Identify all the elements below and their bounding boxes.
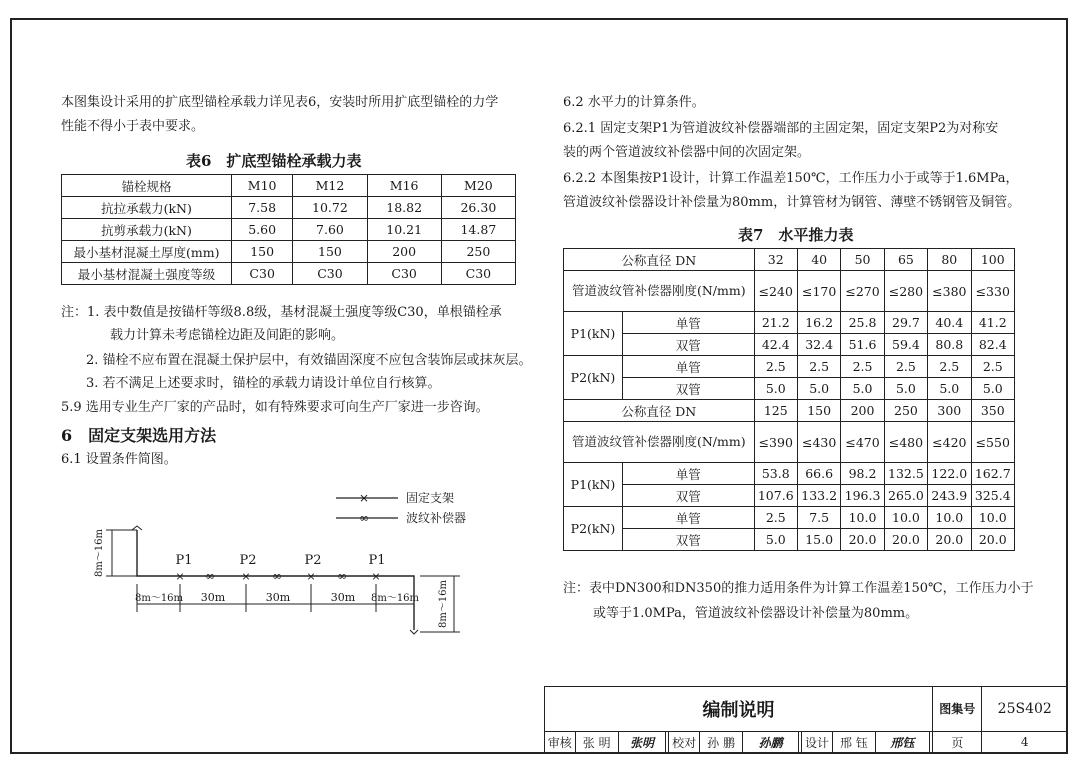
table-cell: 200	[841, 400, 884, 422]
note-1b: 载力计算未考虑锚栓边距及间距的影响。	[110, 328, 345, 343]
table-row	[62, 263, 516, 285]
table-cell: ≤390	[754, 422, 797, 463]
table-cell: 2.5	[841, 356, 884, 378]
table-row	[545, 731, 1068, 753]
vertical-dimension-left	[106, 530, 137, 576]
table7	[563, 248, 1015, 551]
table-cell: 2.5	[971, 356, 1014, 378]
table-cell: 150	[293, 241, 367, 263]
checker-name: 孙 鹏	[699, 731, 742, 753]
svg-text:∞: ∞	[272, 569, 282, 583]
legend-bellows	[336, 511, 398, 525]
table-cell: 单管	[623, 463, 755, 485]
section-5-9: 5.9 选用专业生产厂家的产品时，如有特殊要求可向生产厂家进一步咨询。	[61, 400, 489, 415]
table-cell: 29.7	[884, 312, 927, 334]
table-cell: ≤420	[928, 422, 971, 463]
table-cell: 66.6	[797, 463, 840, 485]
table-cell: 双管	[623, 334, 755, 356]
table-cell: ≤380	[928, 271, 971, 312]
check-label: 校对	[669, 731, 700, 753]
table-row	[62, 197, 516, 219]
dim-label: 30m	[265, 591, 291, 604]
table-cell: 2.5	[797, 356, 840, 378]
table-row	[564, 312, 1015, 334]
table-cell: 50	[841, 249, 884, 271]
note-1a: 注：1. 表中数值是按锚杆等级8.8级，基材混凝土强度等级C30，单根锚栓承	[61, 305, 502, 320]
legend-fixed-label: 固定支架	[406, 491, 455, 505]
table-row	[564, 271, 1015, 312]
table-cell: ≤240	[754, 271, 797, 312]
table-cell: 抗拉承载力(kN)	[62, 197, 232, 219]
table-cell: 10.21	[367, 219, 441, 241]
setup-diagram	[80, 480, 500, 650]
vdim-left-label: 8m～16m	[94, 528, 105, 578]
note-7a: 注：表中DN300和DN350的推力适用条件为计算工作温差150℃，工作压力小于	[563, 581, 1034, 596]
table-cell: C30	[367, 263, 441, 285]
table-cell: 7.58	[232, 197, 293, 219]
table-cell: 59.4	[884, 334, 927, 356]
table-cell: 132.5	[884, 463, 927, 485]
svg-text:×: ×	[175, 570, 185, 583]
table-cell: 80	[928, 249, 971, 271]
intro-line-1: 本图集设计采用的扩底型锚栓承载力详见表6，安装时所用扩底型锚栓的力学	[61, 95, 499, 110]
section-6-2-2a: 6.2.2 本图集按P1设计，计算工作温差150℃，工作压力小于或等于1.6MPa，	[563, 171, 1019, 186]
atlas-number: 25S402	[982, 687, 1068, 732]
table-row	[545, 687, 1068, 732]
section-6-2-1a: 6.2.1 固定支架P1为管道波纹补偿器端部的主固定架，固定支架P2为对称安	[563, 121, 999, 136]
table-cell: 107.6	[754, 485, 797, 507]
table-cell: 20.0	[884, 529, 927, 551]
label-p1: P1	[368, 553, 386, 568]
dim-label: 30m	[330, 591, 356, 604]
table-row	[564, 249, 1015, 271]
dim-label: 8m～16m	[370, 593, 420, 604]
table-cell: ≤280	[884, 271, 927, 312]
table-row	[564, 378, 1015, 400]
atlas-label: 图集号	[932, 687, 982, 732]
table-row	[62, 175, 516, 197]
table-cell: 82.4	[971, 334, 1014, 356]
table-cell: 100	[971, 249, 1014, 271]
table-cell: 25.8	[841, 312, 884, 334]
table-cell: 5.0	[884, 378, 927, 400]
svg-text:×: ×	[241, 570, 251, 583]
section-6-1: 6.1 设置条件简图。	[61, 452, 177, 467]
table-cell: P1(kN)	[564, 312, 623, 356]
table-cell: 20.0	[971, 529, 1014, 551]
table-cell: 42.4	[754, 334, 797, 356]
table-cell: 162.7	[971, 463, 1014, 485]
legend-fixed-support	[336, 491, 398, 505]
review-label: 审核	[545, 731, 576, 753]
table6	[61, 174, 516, 285]
table-cell: ≤550	[971, 422, 1014, 463]
table-row	[564, 485, 1015, 507]
table-row	[564, 400, 1015, 422]
table-cell: P2(kN)	[564, 356, 623, 400]
reviewer-signature: 张明	[618, 731, 665, 753]
table-cell: 公称直径 DN	[564, 400, 755, 422]
table-cell: 2.5	[884, 356, 927, 378]
section-6-2-2b: 管道波纹补偿器设计补偿量为80mm，计算管材为钢管、薄壁不锈钢管及铜管。	[563, 195, 1021, 210]
table-cell: 5.0	[928, 378, 971, 400]
table-cell: M16	[367, 175, 441, 197]
table-cell: 10.0	[884, 507, 927, 529]
table-cell: 7.60	[293, 219, 367, 241]
table-row	[564, 507, 1015, 529]
checker-signature: 孙鹏	[743, 731, 799, 753]
note-2: 2. 锚栓不应布置在混凝土保护层中，有效锚固深度不应包含装饰层或抹灰层。	[86, 353, 532, 368]
table-cell: 32	[754, 249, 797, 271]
table-cell: 150	[797, 400, 840, 422]
table-cell: 5.0	[754, 529, 797, 551]
table-cell: 80.8	[928, 334, 971, 356]
label-p1: P1	[175, 553, 193, 568]
table-cell: P2(kN)	[564, 507, 623, 551]
table-cell: 20.0	[841, 529, 884, 551]
table-row	[564, 463, 1015, 485]
table-cell: 65	[884, 249, 927, 271]
legend-bellows-label: 波纹补偿器	[406, 511, 467, 525]
table-cell: 公称直径 DN	[564, 249, 755, 271]
dim-label: 30m	[200, 591, 226, 604]
table-cell: M20	[441, 175, 515, 197]
table-cell: 双管	[623, 485, 755, 507]
table-cell: 265.0	[884, 485, 927, 507]
table-cell: ≤480	[884, 422, 927, 463]
table-cell: 双管	[623, 529, 755, 551]
table-cell: P1(kN)	[564, 463, 623, 507]
svg-text:∞: ∞	[205, 569, 215, 583]
svg-text:×: ×	[358, 491, 370, 505]
page-number: 4	[982, 731, 1068, 753]
table-cell: ≤330	[971, 271, 1014, 312]
table-cell: 最小基材混凝土强度等级	[62, 263, 232, 285]
table-cell: 40.4	[928, 312, 971, 334]
svg-text:×: ×	[306, 570, 316, 583]
table-cell: 16.2	[797, 312, 840, 334]
table-cell: 10.0	[841, 507, 884, 529]
table-cell: 150	[232, 241, 293, 263]
page-label: 页	[932, 731, 982, 753]
label-p2: P2	[304, 553, 322, 568]
design-label: 设计	[802, 731, 833, 753]
table-cell: 196.3	[841, 485, 884, 507]
table-cell: 最小基材混凝土厚度(mm)	[62, 241, 232, 263]
sheet-title: 编制说明	[545, 687, 933, 732]
note-3: 3. 若不满足上述要求时，锚栓的承载力请设计单位自行核算。	[86, 376, 441, 391]
table-cell: 5.60	[232, 219, 293, 241]
heading-6: 6 固定支架选用方法	[61, 426, 217, 445]
table-cell: 250	[884, 400, 927, 422]
table-cell: ≤430	[797, 422, 840, 463]
table-cell: 41.2	[971, 312, 1014, 334]
table-cell: 单管	[623, 356, 755, 378]
table-cell: 98.2	[841, 463, 884, 485]
table-cell: 300	[928, 400, 971, 422]
table-cell: 53.8	[754, 463, 797, 485]
dim-label: 8m～16m	[134, 593, 184, 604]
reviewer-name: 张 明	[575, 731, 618, 753]
table-cell: M10	[232, 175, 293, 197]
vdim-right-label: 8m～16m	[438, 579, 449, 629]
table-cell: 2.5	[754, 507, 797, 529]
svg-text:∞: ∞	[359, 511, 369, 525]
table6-title: 表6 扩底型锚栓承载力表	[186, 152, 362, 170]
table-row	[564, 334, 1015, 356]
table-cell: 10.0	[971, 507, 1014, 529]
table-row	[62, 241, 516, 263]
note-7b: 或等于1.0MPa，管道波纹补偿器设计补偿量为80mm。	[593, 606, 919, 621]
table-cell: 26.30	[441, 197, 515, 219]
designer-name: 邢 钰	[832, 731, 875, 753]
table-cell: 双管	[623, 378, 755, 400]
table-cell: 350	[971, 400, 1014, 422]
table-cell: 15.0	[797, 529, 840, 551]
table-cell: 325.4	[971, 485, 1014, 507]
intro-line-2: 性能不得小于表中要求。	[61, 119, 205, 134]
table-cell: 管道波纹管补偿器刚度(N/mm)	[564, 422, 755, 463]
table-cell: 18.82	[367, 197, 441, 219]
table-row	[62, 219, 516, 241]
table-cell: C30	[293, 263, 367, 285]
table-cell: 32.4	[797, 334, 840, 356]
table-cell: C30	[232, 263, 293, 285]
table-cell: 5.0	[754, 378, 797, 400]
table-row	[564, 422, 1015, 463]
table-cell: 10.72	[293, 197, 367, 219]
table-cell: ≤170	[797, 271, 840, 312]
table-cell: 5.0	[797, 378, 840, 400]
designer-signature: 邢钰	[876, 731, 930, 753]
table-cell: 243.9	[928, 485, 971, 507]
title-block	[544, 686, 1068, 754]
table-cell: 14.87	[441, 219, 515, 241]
table-cell: 5.0	[841, 378, 884, 400]
table-cell: 51.6	[841, 334, 884, 356]
table-cell: 7.5	[797, 507, 840, 529]
table-row	[564, 529, 1015, 551]
table-cell: M12	[293, 175, 367, 197]
table-cell: 5.0	[971, 378, 1014, 400]
table-cell: 20.0	[928, 529, 971, 551]
table-cell: 125	[754, 400, 797, 422]
table-cell: 锚栓规格	[62, 175, 232, 197]
label-p2: P2	[239, 553, 257, 568]
table-cell: C30	[441, 263, 515, 285]
table-cell: 单管	[623, 312, 755, 334]
table-cell: 250	[441, 241, 515, 263]
table-cell: 200	[367, 241, 441, 263]
svg-text:×: ×	[371, 570, 381, 583]
section-6-2-1b: 装的两个管道波纹补偿器中间的次固定架。	[563, 145, 811, 160]
table-cell: 抗剪承载力(kN)	[62, 219, 232, 241]
table-cell: 管道波纹管补偿器刚度(N/mm)	[564, 271, 755, 312]
table-cell: ≤470	[841, 422, 884, 463]
table-cell: ≤270	[841, 271, 884, 312]
table-cell: 2.5	[928, 356, 971, 378]
section-6-2: 6.2 水平力的计算条件。	[563, 95, 705, 110]
svg-text:∞: ∞	[337, 569, 347, 583]
table-cell: 21.2	[754, 312, 797, 334]
table-cell: 40	[797, 249, 840, 271]
table-cell: 单管	[623, 507, 755, 529]
table-cell: 2.5	[754, 356, 797, 378]
table-cell: 10.0	[928, 507, 971, 529]
table7-title: 表7 水平推力表	[738, 226, 854, 244]
table-cell: 133.2	[797, 485, 840, 507]
table-row	[564, 356, 1015, 378]
table-cell: 122.0	[928, 463, 971, 485]
